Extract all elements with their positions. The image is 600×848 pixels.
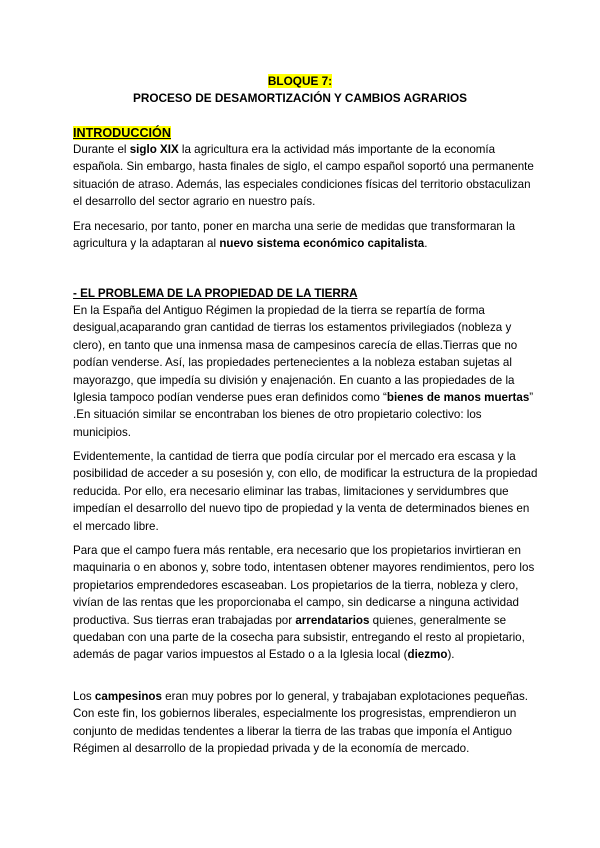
- text-run: Los: [73, 690, 95, 703]
- paragraph-problema-1: [73, 302, 539, 441]
- text-run: Durante el: [73, 143, 130, 156]
- block-label: BLOQUE 7:: [267, 74, 333, 88]
- bold-term: siglo XIX: [129, 143, 179, 156]
- bold-term: arrendatarios: [295, 613, 370, 627]
- bold-term: campesinos: [94, 690, 162, 703]
- bold-term: nuevo sistema económico capitalista: [219, 237, 425, 251]
- text-run: eran muy pobres por lo general, y trabajaban explotaciones pequeñas. Con este fin, los gobiernos liberales, especialmente los progresistas, emprendieron un conjunto de medidas tendentes a liberar la tierra de las trabas que imponía el Antiguo Régimen al desarrollo de la propiedad privada y de la economía de mercado.: [73, 690, 529, 756]
- paragraph-problema-2: [73, 448, 539, 535]
- text-run: En la España del Antiguo Régimen la propiedad de la tierra se repartía de forma desigual,acaparando gran cantidad de tierras los estamentos privilegiados (nobleza y clero), en tanto que una inmensa masa de campesinos carecía de ellas.Tierras que no podían venderse. Así, las propiedades pertenecientes a la nobleza estaban sujetas al mayorazgo, que impedía su división y enajenación. En cuanto a las propiedades de la Iglesia tampoco podían venderse pues eran definidos como “: [73, 304, 518, 405]
- bold-term: diezmo: [407, 648, 448, 662]
- text-run: Era necesario, por tanto, poner en marcha una serie de medidas que transformaran la agricultura y la adaptaran al: [73, 220, 516, 251]
- page-title: PROCESO DE DESAMORTIZACIÓN Y CAMBIOS AGRARIOS: [132, 91, 468, 105]
- paragraph-introduccion-2: [73, 218, 539, 253]
- text-run: Evidentemente, la cantidad de tierra que podía circular por el mercado era escasa y la posibilidad de acceder a su posesión y, con ello, de modificar la estructura de la propiedad reducida. Por ello, era necesario eliminar las trabas, limitaciones y servidumbres que impedían el desarrollo del nuevo tipo de propiedad y la venta de determinados bienes en el mercado libre.: [73, 450, 538, 533]
- text-run: quienes, generalmente se quedaban con una parte de la cosecha para subsistir, entregando el resto al propietario, además de pagar varios impuestos al Estado o a la Iglesia local (: [73, 613, 525, 662]
- text-run: la agricultura era la actividad más importante de la economía española. Sin embargo, hasta finales de siglo, el campo español soportó una permanente situación de atraso. Además, las especiales condiciones físicas del territorio obstaculizan el desarrollo del sector agrario en nuestro país.: [73, 143, 534, 209]
- section-heading-introduccion: [73, 125, 171, 142]
- section-heading-problema: - EL PROBLEMA DE LA PROPIEDAD DE LA TIERRA: [73, 287, 358, 300]
- text-run: Para que el campo fuera más rentable, era necesario que los propietarios invirtieran en maquinaria o en abonos y, sobre todo, intentasen obtener mayores rendimientos, pero los propietarios emprendedores escaseaban. Los propietarios de la tierra, nobleza y clero, vivían de las rentas que les proporcionaba el campo, sin dedicarse a ninguna actividad productiva. Sus tierras eran trabajadas por: [73, 544, 535, 627]
- title-block: [60, 73, 540, 107]
- text-run: .: [424, 237, 428, 251]
- text-run: ” .En situación similar se encontraban los bienes de otro propietario colectivo: los municipios.: [73, 391, 534, 439]
- bold-term: bienes de manos muertas: [386, 391, 530, 405]
- text-run: ).: [447, 648, 455, 662]
- introduccion-heading-text: INTRODUCCIÓN: [73, 126, 171, 140]
- paragraph-problema-3: [73, 542, 539, 664]
- block-label-line: [60, 73, 540, 90]
- paragraph-introduccion-1: [73, 141, 539, 211]
- paragraph-problema-4: [73, 688, 539, 758]
